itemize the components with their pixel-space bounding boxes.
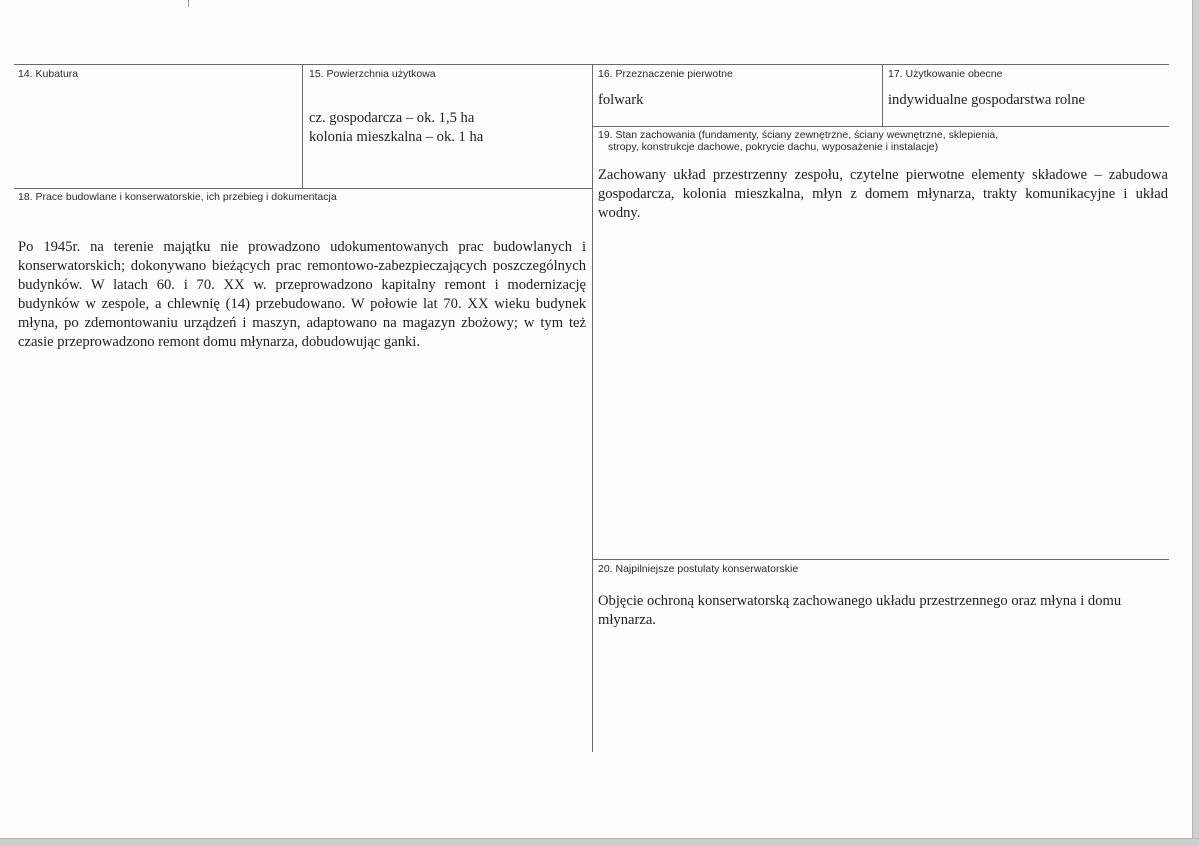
- divider-center: [592, 64, 593, 752]
- top-edge-mark: [188, 0, 189, 7]
- rule-left-mid: [14, 188, 592, 189]
- scan-edge-right: [1192, 0, 1199, 845]
- field-20-label: 20. Najpilniejsze postulaty konserwatorskie: [598, 563, 799, 575]
- field-17-value: indywidualne gospodarstwa rolne: [888, 92, 1085, 108]
- field-19-label-line-1: 19. Stan zachowania (fundamenty, ściany zewnętrzne, ściany wewnętrzne, sklepienia,: [598, 129, 999, 141]
- field-19-label: [598, 129, 998, 153]
- rule-right-upper: [593, 126, 1169, 127]
- field-18-text: Po 1945r. na terenie majątku nie prowadzono udokumentowanych prac budowlanych i konserwatorskich; dokonywano bieżących prac remontowo-zabezpieczających poszczególnych budynków. W latach 60. i 70. XX w. przeprowadzono kapitalny remont i modernizację budynków w zespole, a chlewnię (14) przebudowano. W połowie lat 70. XX wieku budynek młyna, po zdemontowaniu urządzeń i maszyn, adaptowano na magazyn zbożowy; w tym też czasie przeprowadzono remont domu młynarza, dobudowując ganki.: [18, 239, 586, 350]
- field-16-value: folwark: [598, 92, 644, 108]
- field-19-text: Zachowany układ przestrzenny zespołu, czytelne pierwotne elementy składowe – zabudowa gospodarcza, kolonia mieszkalna, młyn z domem młynarza, trakty komunikacyjne i układ wodny.: [598, 167, 1168, 221]
- field-16-label: 16. Przeznaczenie pierwotne: [598, 68, 733, 80]
- field-15-label: 15. Powierzchnia użytkowa: [309, 68, 436, 80]
- divider-16-17: [882, 64, 883, 126]
- rule-right-lower: [593, 559, 1169, 560]
- field-19-label-line-2: stropy, konstrukcje dachowe, pokrycie dachu, wyposażenie i instalacje): [608, 141, 939, 153]
- divider-14-15: [302, 64, 303, 188]
- field-14-label: 14. Kubatura: [18, 68, 79, 80]
- field-20-text: Objęcie ochroną konserwatorską zachowanego układu przestrzennego oraz młyna i domu młynarza.: [598, 593, 1122, 628]
- field-17-label: 17. Użytkowanie obecne: [888, 68, 1003, 80]
- field-15-value-line-1: cz. gospodarcza – ok. 1,5 ha: [309, 110, 475, 126]
- field-15-value-line-2: kolonia mieszkalna – ok. 1 ha: [309, 129, 484, 145]
- field-18-label: 18. Prace budowlane i konserwatorskie, ich przebieg i dokumentacja: [18, 191, 337, 203]
